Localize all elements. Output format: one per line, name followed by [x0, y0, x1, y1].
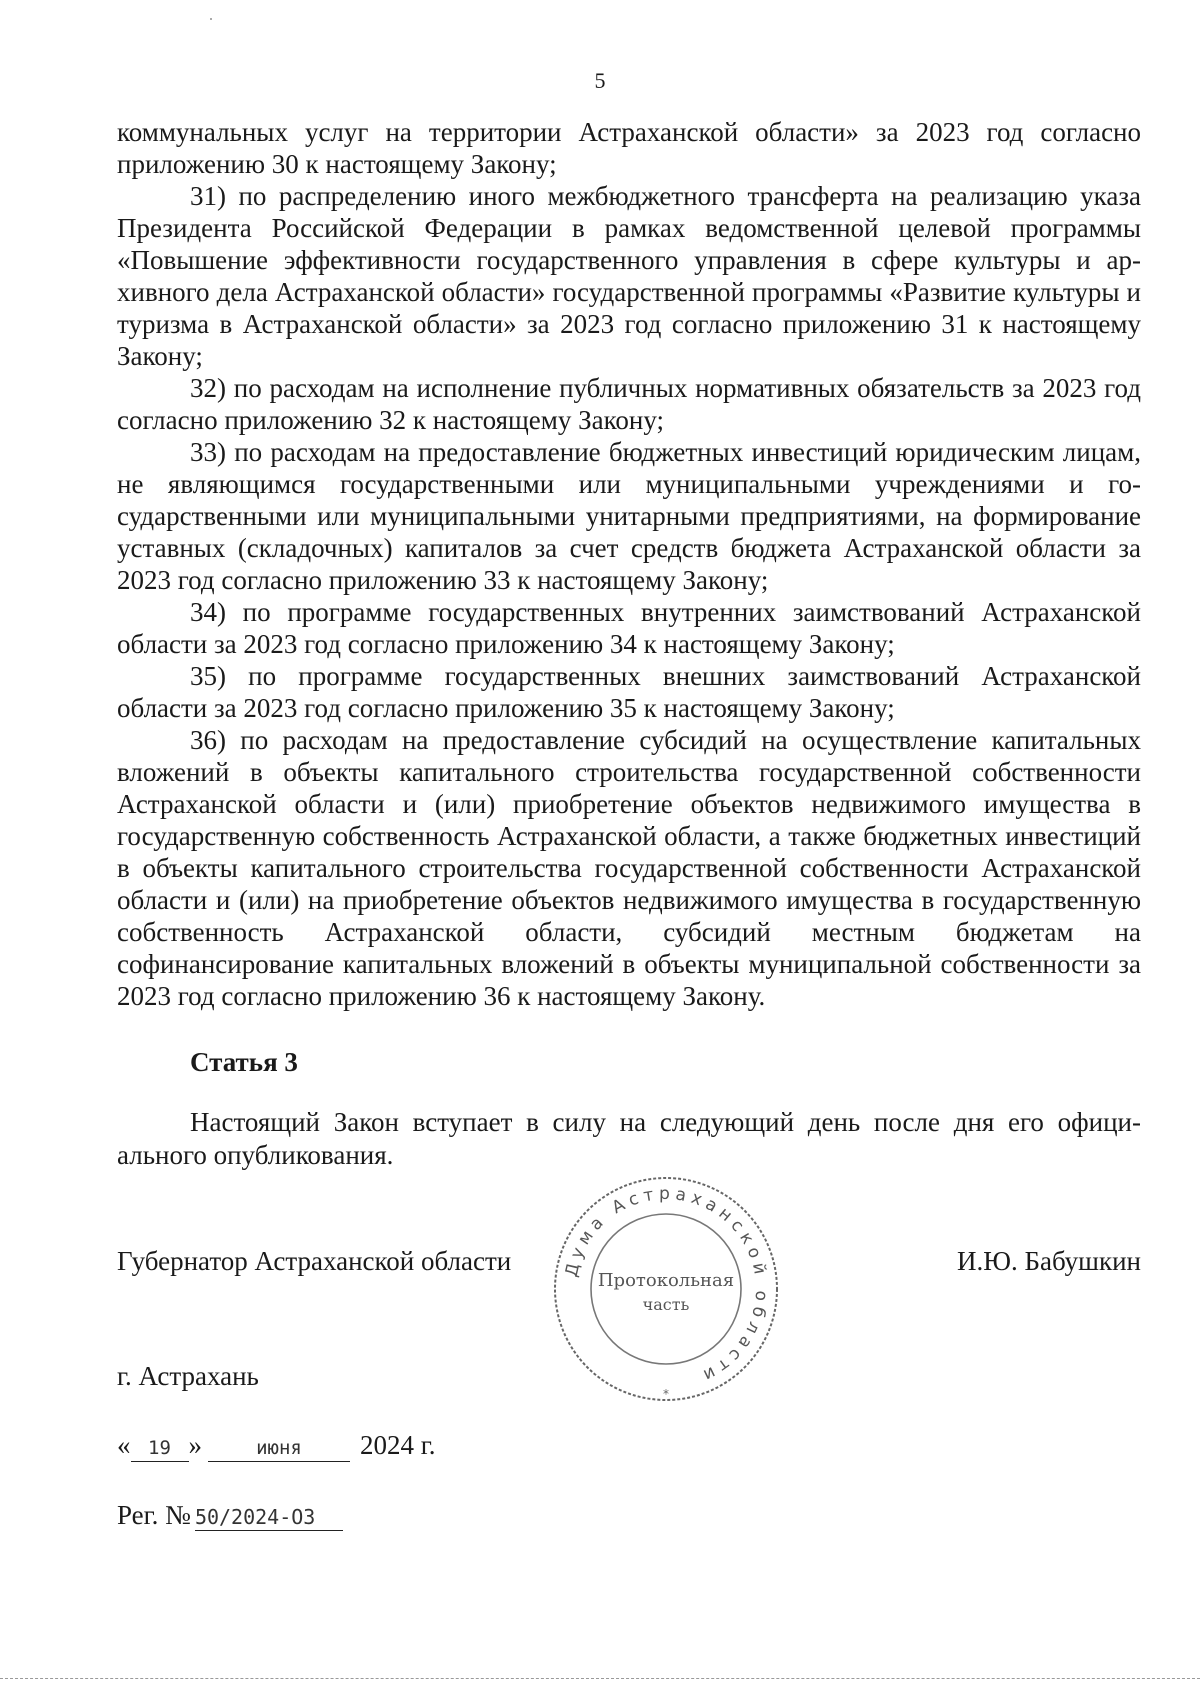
paragraph-item-31: 31) по распределению иного межбюджетного трансферта на реализацию указа Президента Российской Федерации в рамках ведомственной целевой программы «Повышение эффективности государственного управления в сфере культуры и архивного дела Астраханской области» государственной программы «Развитие культуры и туризма в Астраханской области» за 2023 год согласно приложению 31 к настоящему Закону;: [117, 181, 1141, 371]
city-of-signing: г. Астрахань: [117, 1361, 259, 1391]
paragraph-item-36: 36) по расходам на предоставление субсидий на осуществление капитальных вложений в объекты капитального строительства государственной собственности Астраханской области и (или) приобретение объектов недвижимого имущества в государственную собственность Астраханской области, а также бюджетных инвестиций в объекты капитального строительства государственной собственности Астраханской области и (или) на приобретение объектов недвижимого имущества в государственную собственность Астраханской области, субсидий местным бюджетам на софинансирование капитальных вложений в объекты муниципальной собственности за 2023 год согласно приложению 36 к настоящему Закону.: [117, 725, 1141, 1011]
paragraph-item-35: 35) по программе государственных внешних заимствований Астраханской области за 2023 год согласно приложению 35 к настоящему Закону;: [117, 661, 1141, 723]
stamp-ring-textpath: Дума Астраханской области: [561, 1183, 772, 1388]
date-open-quote: «: [117, 1430, 131, 1460]
registration-line: [117, 1500, 343, 1531]
date-day: 19: [131, 1435, 189, 1462]
law-body-text: [117, 116, 1141, 1012]
page-number: 5: [594, 68, 606, 93]
stamp-center-line1: Протокольная: [597, 1270, 735, 1291]
article-text: Настоящий Закон вступает в силу на следующий день после дня его официального опубликования.: [117, 1107, 1141, 1170]
signing-date: [117, 1430, 436, 1462]
stamp-star-icon: *: [663, 1387, 669, 1401]
registration-number: 50/2024-ОЗ: [195, 1504, 343, 1531]
scan-speck: [210, 18, 212, 20]
paragraph-item-32: 32) по расходам на исполнение публичных нормативных обязательств за 2023 год согласно приложению 32 к настоящему Закону;: [117, 373, 1141, 435]
signatory-name: И.Ю. Бабушкин: [956, 1246, 1141, 1276]
signatory-title: Губернатор Астраханской области: [117, 1246, 512, 1276]
page-bottom-rule: [0, 1678, 1200, 1679]
date-month: июня: [208, 1435, 350, 1462]
paragraph-continuation: коммунальных услуг на территории Астраханской области» за 2023 год согласно приложению 30 к настоящему Закону;: [117, 117, 1141, 179]
paragraph-item-33: 33) по расходам на предоставление бюджетных инвестиций юридическим лицам, не являющимся государственными или муниципальными учреждениями и государственными или муниципальными унитарными предприятиями, на формирование уставных (складочных) капиталов за счет средств бюджета Астраханской области за 2023 год согласно приложению 33 к настоящему Закону;: [117, 437, 1141, 595]
official-stamp: [549, 1172, 783, 1406]
article-heading: Статья 3: [190, 1047, 298, 1077]
stamp-center-line2: часть: [642, 1295, 690, 1314]
registration-label: Рег. №: [117, 1500, 191, 1530]
date-year: 2024 г.: [360, 1430, 436, 1460]
paragraph-item-34: 34) по программе государственных внутренних заимствований Астраханской области за 2023 год согласно приложению 34 к настоящему Закону;: [117, 597, 1141, 659]
date-close-quote: »: [188, 1430, 202, 1460]
